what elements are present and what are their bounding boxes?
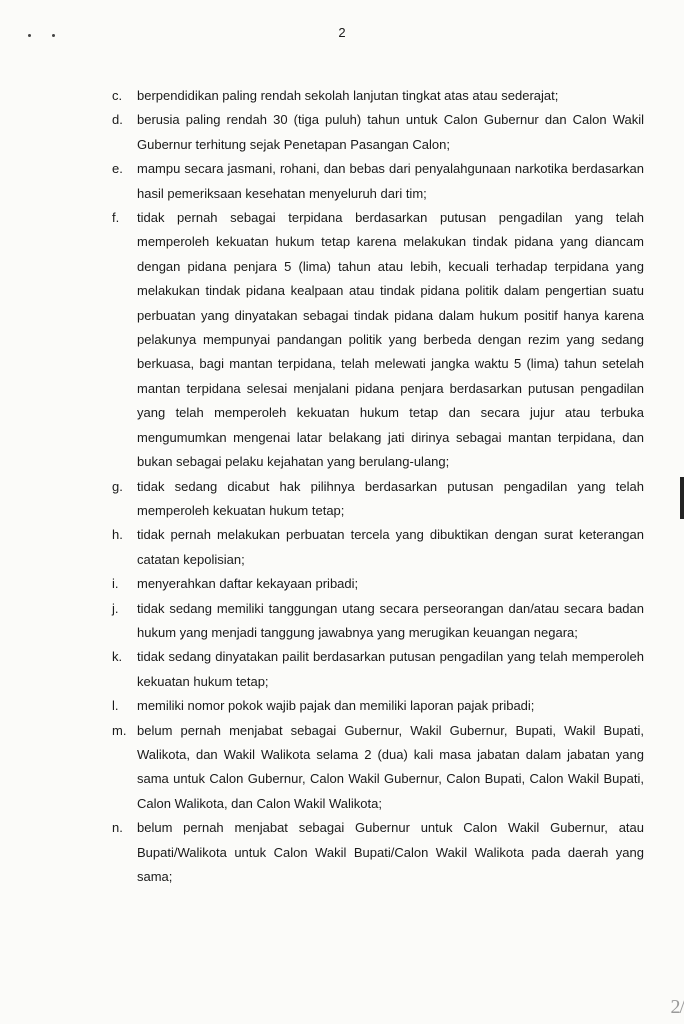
- list-item-g: [112, 475, 644, 524]
- item-label: j.: [112, 600, 119, 616]
- item-label: m.: [112, 722, 127, 738]
- item-text: tidak sedang memiliki tanggungan utang secara perseorangan dan/atau secara badan hukum yang menjadi tanggung jawabnya yang merugikan keuangan negara;: [137, 600, 644, 640]
- item-label: k.: [112, 649, 123, 665]
- item-text: menyerahkan daftar kekayaan pribadi;: [137, 576, 359, 592]
- item-text: mampu secara jasmani, rohani, dan bebas dari penyalahgunaan narkotika berdasarkan hasil pemeriksaan kesehatan menyeluruh dari tim;: [137, 161, 644, 201]
- item-label: e.: [112, 161, 123, 177]
- corner-page-mark: 2/: [670, 996, 684, 1018]
- page-number: 2: [338, 25, 346, 40]
- item-text: berpendidikan paling rendah sekolah lanjutan tingkat atas atau sederajat;: [137, 88, 559, 103]
- list-item-d: [112, 108, 644, 157]
- list-item-m: [112, 719, 644, 817]
- list-item-n: [112, 816, 644, 889]
- item-text: berusia paling rendah 30 (tiga puluh) tahun untuk Calon Gubernur dan Calon Wakil Gubernur terhitung sejak Penetapan Pasangan Calon;: [137, 112, 644, 152]
- item-label: c.: [112, 88, 123, 103]
- item-text: tidak sedang dinyatakan pailit berdasarkan putusan pengadilan yang telah memperoleh kekuatan hukum tetap;: [137, 649, 644, 689]
- item-text: tidak sedang dicabut hak pilihnya berdasarkan putusan pengadilan yang telah memperoleh kekuatan hukum tetap;: [137, 478, 644, 518]
- scan-edge-mark: [680, 477, 684, 519]
- item-label: n.: [112, 820, 123, 836]
- item-label: f.: [112, 210, 120, 226]
- requirements-list: [112, 84, 644, 889]
- item-label: h.: [112, 527, 123, 543]
- item-label: d.: [112, 112, 123, 128]
- list-item-i: [112, 572, 644, 596]
- item-text: tidak pernah sebagai terpidana berdasarkan putusan pengadilan yang telah memperoleh kekuatan hukum tetap karena melakukan tindak pidana yang diancam dengan pidana penjara 5 (lima) tahun atau lebih, kecuali terhadap terpidana yang melakukan tindak pidana kealpaan atau tindak pidana politik dalam pengertian suatu perbuatan yang dinyatakan sebagai tindak pidana dalam hukum positif hanya karena pelakunya mempunyai pandangan politik yang berbeda dengan rezim yang sedang berkuasa, bagi mantan terpidana, telah melewati jangka waktu 5 (lima) tahun setelah mantan terpidana selesai menjalani pidana penjara berdasarkan putusan pengadilan yang telah memperoleh kekuatan hukum tetap dan secara jujur atau terbuka mengumumkan mengenai latar belakang jati dirinya sebagai mantan terpidana, dan bukan sebagai pelaku kejahatan yang berulang-ulang;: [137, 210, 644, 470]
- list-item-c: [112, 84, 644, 108]
- list-item-h: [112, 523, 644, 572]
- item-label: i.: [112, 576, 119, 592]
- list-item-e: [112, 157, 644, 206]
- item-label: l.: [112, 698, 119, 714]
- list-item-k: [112, 645, 644, 694]
- item-text: tidak pernah melakukan perbuatan tercela yang dibuktikan dengan surat keterangan catatan kepolisian;: [137, 527, 644, 567]
- item-text: memiliki nomor pokok wajib pajak dan memiliki laporan pajak pribadi;: [137, 698, 535, 714]
- list-item-f: [112, 206, 644, 474]
- item-text: belum pernah menjabat sebagai Gubernur untuk Calon Wakil Gubernur, atau Bupati/Walikota untuk Calon Wakil Bupati/Calon Wakil Walikota pada daerah yang sama;: [137, 820, 644, 884]
- list-item-j: [112, 597, 644, 646]
- item-text: belum pernah menjabat sebagai Gubernur, Wakil Gubernur, Bupati, Wakil Bupati, Walikota, dan Wakil Walikota selama 2 (dua) kali masa jabatan dalam jabatan yang sama untuk Calon Gubernur, Calon Wakil Gubernur, Calon Bupati, Calon Wakil Bupati, Calon Walikota, dan Calon Wakil Walikota;: [137, 722, 644, 811]
- item-label: g.: [112, 478, 123, 494]
- list-item-l: [112, 694, 644, 718]
